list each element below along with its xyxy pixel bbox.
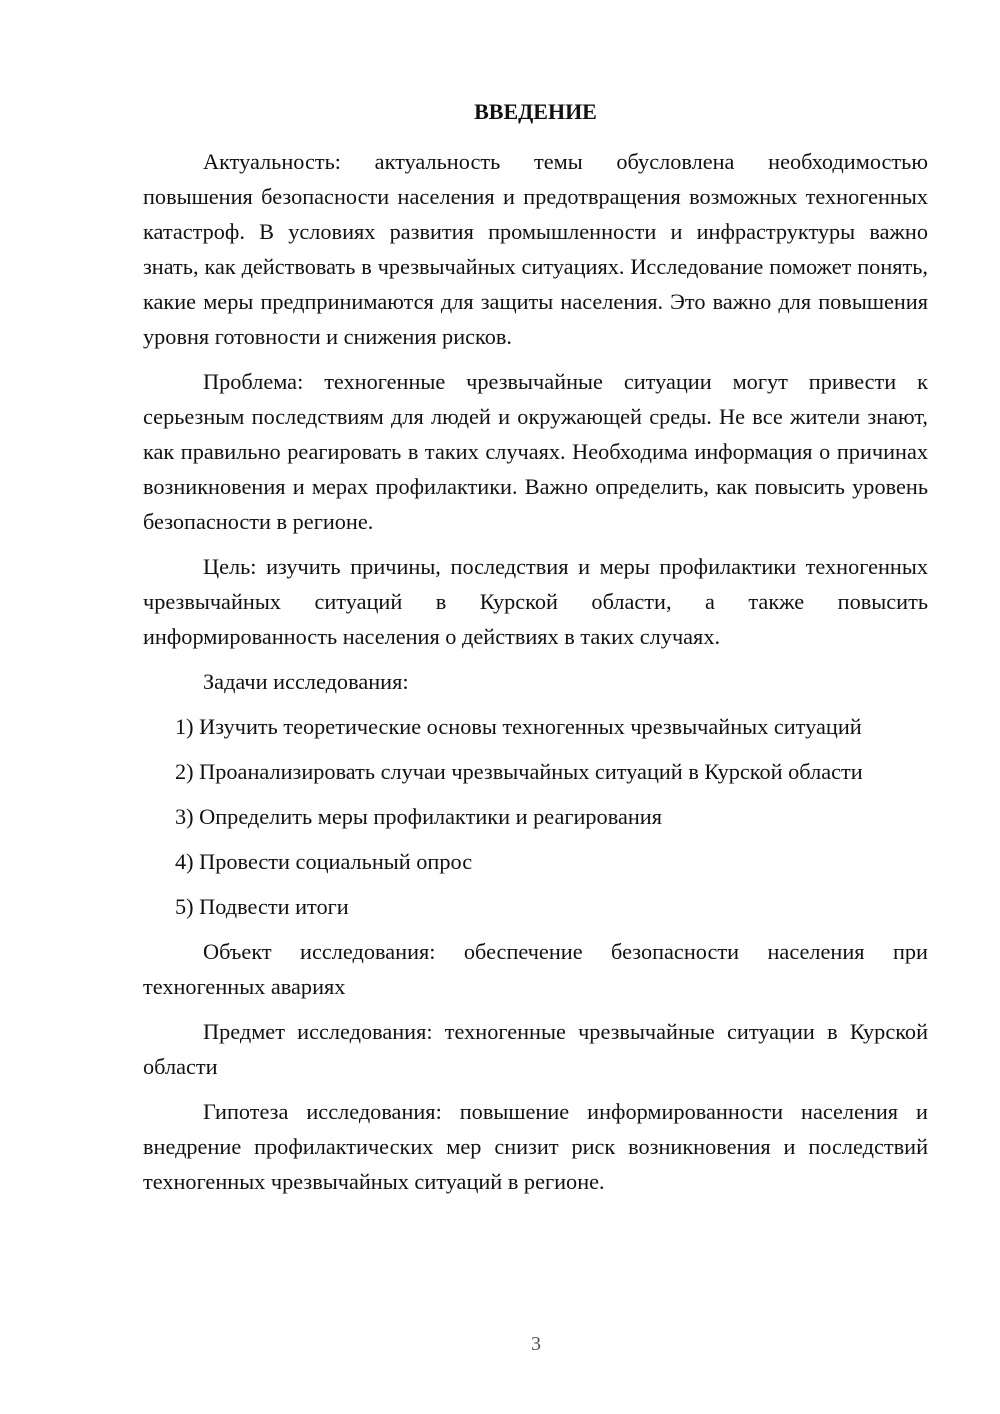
task-item-5: 5) Подвести итоги — [175, 894, 349, 919]
relevance-paragraph: Актуальность: актуальность темы обусловлена необходимостью повышения безопасности населения и предотвращения возможных техногенных катастроф. В условиях развития промышленности и инфраструктуры важно знать, как действовать в чрезвычайных ситуациях. Исследование поможет понять, какие меры предпринимаются для защиты населения. Это важно для повышения уровня готовности и снижения рисков. — [143, 149, 928, 349]
task-item-4: 4) Провести социальный опрос — [175, 849, 473, 874]
page-number: 3 — [531, 1333, 541, 1355]
page-title: ВВЕДЕНИЕ — [474, 99, 597, 124]
task-item-2: 2) Проанализировать случаи чрезвычайных ситуаций в Курской области — [175, 759, 863, 784]
problem-paragraph: Проблема: техногенные чрезвычайные ситуации могут привести к серьезным последствиям для людей и окружающей среды. Не все жители знают, как правильно реагировать в таких случаях. Необходима информация о причинах возникновения и мерах профилактики. Важно определить, как повысить уровень безопасности в регионе. — [143, 369, 928, 534]
object-paragraph: Объект исследования: обеспечение безопасности населения при техногенных авариях — [143, 939, 928, 999]
hypothesis-paragraph: Гипотеза исследования: повышение информированности населения и внедрение профилактических мер снизит риск возникновения и последствий техногенных чрезвычайных ситуаций в регионе. — [143, 1099, 928, 1194]
tasks-heading: Задачи исследования: — [203, 669, 409, 694]
task-item-3: 3) Определить меры профилактики и реагирования — [175, 804, 662, 829]
goal-paragraph: Цель: изучить причины, последствия и меры профилактики техногенных чрезвычайных ситуаций в Курской области, а также повысить информированность населения о действиях в таких случаях. — [143, 554, 928, 649]
document-page — [143, 94, 928, 1209]
subject-paragraph: Предмет исследования: техногенные чрезвычайные ситуации в Курской области — [143, 1019, 928, 1079]
task-item-1: 1) Изучить теоретические основы техногенных чрезвычайных ситуаций — [175, 714, 862, 739]
